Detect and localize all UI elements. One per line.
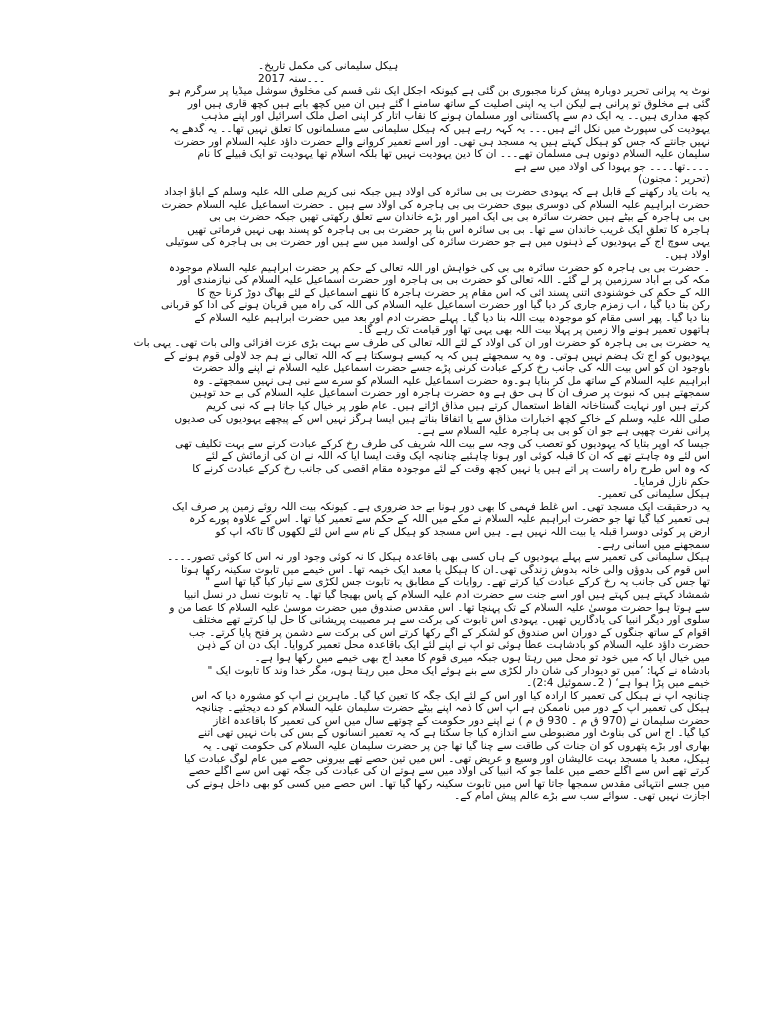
document-line: حضرت ابراہیم علیہ السلام کی دوسری بیوی حضرت بی بی ہاجرہ کی اولاد سے ہیں ۔ حضرت اسماعیل علیہ السلام حضرت: [161, 198, 710, 211]
document-line: نوٹ یہ پرانی تحریر دوبارہ پیش کرنا مجبوری بن گئی ہے کیونکہ آجکل ایک نئی قسم کی مخلوق سوشل میڈیا پر سرگرم ہو: [169, 85, 710, 98]
document-line: میں جسے انتہائی مقدس سمجھا جاتا تھا اس میں تابوت سکینہ رکھا گیا تھا۔ اس حصے میں کسی کو بھی داخل ہونے کی: [186, 777, 710, 790]
document-line: ہاجرہ کا تعلق ایک غریب خاندان سے تھا۔ بی بی سائرہ اس بنا پر حضرت بی بی ہاجرہ کو پسند بھی نہیں فرماتی تھیں: [187, 223, 710, 236]
document-line: سمجھتے ہیں کہ نبوت پر صرف ان کا ہی حق ہے وہ حضرت ہاجرہ اور حضرت اسماعیل علیہ السلام کی بے حد توہین: [189, 387, 710, 400]
document-line: یہ بات یاد رکھنے کے قابل ہے کہ یہودی حضرت بی بی سائرہ کی اولاد ہیں جبکہ نبی کریم صلی اللہ علیہ وسلم کے آباؤ اجداد: [164, 185, 710, 198]
document-line: ہیکل سلیمانی کی تعمیر۔: [596, 488, 710, 501]
document-line: کیا گیا۔ آج اس کی بناوٹ اور مضبوطی سے اندازہ کیا جا سکتا ہے کہ یہ تعمیر انسانوں کے بس کی بات نہیں تھی اتنے: [197, 727, 710, 740]
document-line: شمشاد کہتے ہیں کہتے ہیں اور اسے جنت سے حضرت آدم علیہ السلام کے پاس بھیجا گیا تھا۔ یہ تابوت نسل در نسل انبیا: [183, 588, 710, 601]
document-line: ارض پر کوئی دوسرا قبلہ یا بیت اللہ نہیں ہے۔ ہیں اس مسجد کو ہیکل کے نام سے اس لئے لکھوں گا تاکہ آپ کو: [215, 525, 710, 538]
document-line: پرانی نفرت چھپی ہے جو ان کو بی بی ہاجرہ علیہ السلام سے ہے۔: [416, 425, 710, 438]
document-line: سلوی اور دیگر انبیا کی یادگاریں تھیں۔ یہودی اس تابوت کی برکت سے ہر مصیبت پریشانی کا حل لیا کرتے تھے مختلف: [192, 614, 710, 627]
document-line: یہودیت کی سپورٹ میں نکل آئے ہیں۔۔۔ یہ کہہ رہے ہیں کہ ہیکل سلیمانی سے مسلمانوں کا تعلق نہیں تھا۔۔ یہ گدھے یہ: [169, 122, 710, 135]
document-line: ہاتھوں تعمیر ہونے والا زمین پر پہلا بیت اللہ بھی یہی تھا اور قیامت تک رہے گا۔: [357, 324, 710, 337]
document-line: یہودیوں کو آج تک ہضم نہیں ہوتی۔ وہ یہ سمجھتے ہیں کہ یہ کیسے ہوسکتا ہے کہ اللہ تعالی نے ہم جد لاولی قوم ہونے کے: [163, 349, 710, 362]
document-line: کرتے تھے اس سے اگلے حصے میں علما جو کہ انبیا کی اولاد میں سے ہوتے ان کی عبادت کی جگہ تھی اس سے اگلے حصے: [188, 765, 710, 778]
document-line: سلیمان علیہ السلام دونوں ہی مسلمان تھے۔۔۔ ان کا دین یہودیت نہیں تھا بلکہ اسلام تھا یہودیت تو ایک قبیلے کا نام: [197, 148, 710, 161]
document-line: رکن بنا دیا گیا ، آب زمزم جاری کر دیا گیا اور حضرت اسماعیل علیہ السلام کی اللہ کی راہ میں قربان ہونے کی ادا کو قربانی: [160, 299, 710, 312]
document-line: مکہ کی بے آباد سرزمین پر لے گئے۔ اللہ تعالی کو حضرت بی بی ہاجرہ اور حضرت اسماعیل علیہ السلام کی نیازمندی اور: [177, 274, 710, 287]
document-line: اللہ کے حکم کی خوشنودی اتنی پسند آئی کہ اس مقام پر حضرت ہاجرہ کا ننھے اسماعیل کے لئے بھاگ دوڑ کرنا حج کا: [197, 286, 710, 299]
document-line: یہ حضرت بی بی ہاجرہ کو حضرت اور ان کی اولاد کے لئے اللہ تعالی کی طرف سے بہت بڑی عزت افزائی والی بات تھی۔ یہی بات: [133, 337, 710, 350]
document-line: جیسا کہ اوپر بتایا کہ یہودیوں کو تعصب کی وجہ سے بیت اللہ شریف کی طرف رخ کرکے عبادت کرنے سے بہت تکلیف تھی: [175, 437, 710, 450]
document-line: ہیکل کی تعمیر آپ کے دور میں ناممکن ہے اپ اس کا ذمہ اپنے بیٹے حضرت سلیمان علیہ السلام کو دے دیجئیے۔ چنانچہ: [194, 702, 710, 715]
document-line: بی بی ہاجرہ کے بیٹے ہیں حضرت سائرہ بی بی ایک امیر اور بڑے خاندان سے تعلق رکھتی تھیں جبکہ حضرت بی بی: [209, 211, 710, 224]
document-line: گئی ہے مخلوق تو پرانی ہے لیکن اب یہ اپنی اصلیت کے ساتھ سامنے آ گئے ہیں ان میں کچھ بابے ہیں کچھ قاری ہیں اور: [187, 97, 710, 110]
document-line: حضرت سلیمان نے (970 ق م ۔ 930 ق م ) نے اپنے دور حکومت کے چوتھے سال میں اس کی تعمیر کا باقاعدہ آغاز: [213, 714, 710, 727]
document-line: ہیکل، معبد یا مسجد بہت عالیشان اور وسیع و عریض تھی۔ اس میں تین حصے تھے بیرونی حصے میں عام لوگ عبادت کیا: [183, 752, 710, 765]
document-line: چنانچہ آپ نے ہیکل کی تعمیر کا ارادہ کیا اور اس کے لئے ایک جگہ کا تعین کیا گیا۔ ماہرین نے آپ کو مشورہ دیا کہ اس: [191, 689, 710, 702]
document-line: (تحریر : مجنون): [638, 173, 710, 186]
document-line: بنا دیا گیا۔ پھر اسی مقام کو موجودہ بیت اللہ بنا دیا گیا۔ پہلے حضرت آدم اور بعد میں حضرت ابراہیم علیہ السلام کے: [194, 311, 710, 324]
document-body: [58, 85, 710, 803]
document-line: کہ وہ اس طرح راہ راست پر آتے ہیں یا نہیں کچھ وقت کے لئے موجودہ مقام اقصی کی جانب رخ کرکے عبادت کرنے کا: [192, 463, 710, 475]
document-line: اقوام کے ساتھ جنگوں کے دوران اس صندوق کو لشکر کے آگے رکھا کرتے اس کی برکت سے دشمن پر فتح پایا کرتے۔ جب: [188, 626, 710, 639]
document-line: یہ درحقیقت ایک مسجد تھی۔ اس غلط فہمی کا بھی دور ہونا بے حد ضروری ہے۔ کیونکہ بیت اللہ روئے زمین پر صرف ایک: [172, 500, 710, 513]
document-title: ہیکل سلیمانی کی مکمل تاریخ۔: [258, 60, 399, 72]
document-line: ۔ حضرت بی بی ہاجرہ کو حضرت سائرہ بی بی کی خواہش اور اللہ تعالی کے حکم پر حضرت ابراہیم علیہ السلام موجودہ: [168, 261, 710, 274]
document-line: اس قوم کی بدوؤں والی خانہ بدوش زندگی تھی۔ان کا ہیکل یا معبد ایک خیمہ تھا۔ اس خیمے میں تابوت سکینہ رکھا ہوتا: [180, 563, 710, 576]
document-line: خیمے میں پڑا ہوا ہے‘ ( 2۔سموئیل 2:4)۔: [526, 677, 710, 690]
document-line: اولاد ہیں۔: [664, 248, 710, 261]
document-line: سے ہوتا ہوا حضرت موسیٰ علیہ السلام کے تک پہنچا تھا۔ اس مقدس صندوق میں حضرت موسیٰ علیہ السلام کا عصا من و: [169, 601, 710, 614]
document-line: تھا جس کی جانب یہ رخ کرکے عبادت کیا کرتے تھے۔ روایات کے مطابق یہ تابوت جس لکڑی سے تیار کیا گیا تھا اسے ": [205, 576, 710, 589]
document-line: کچھ مداری ہیں۔۔ یہ ایک دم سے پاکستانی اور مسلمان ہونے کا نقاب اتار کر اپنی اصل ملک اسرائیل اور اپنے مذہب: [201, 110, 710, 123]
document-line: ابراہیم علیہ السلام کے ساتھ مل کر بنایا ہو۔وہ حضرت اسماعیل علیہ السلام کو سرے سے نبی ہی نہیں سمجھتے۔ وہ: [192, 374, 710, 387]
document-line: یہی سوچ آج کے یہودیوں کے ذہنوں میں ہے جو حضرت سائرہ کی اولسد میں سے ہیں اور حضرت بی بی ہاجرہ کی سوتیلی: [165, 236, 710, 249]
document-line: بھاری اور بڑے پتھروں کو ان جنات کی طاقت سے چنا گیا تھا جن پر حضرت سلیمان علیہ السلام کی حکومت تھی۔ یہ: [202, 740, 710, 753]
document-line: صلی اللہ علیہ وسلم کے خاکے کچھ اخبارات مذاق سے یا اتفاقاً بناتے ہیں ایسا ہرگز نہیں اس کے پیچھے یہودیوں کی صدیوں: [174, 412, 710, 425]
document-line: حکم نازل فرمایا۔: [632, 475, 710, 488]
document-line: میں خیال آیا کہ میں خود تو محل میں رہتا ہوں جبکہ میری قوم کا معبد آج بھی خیمے میں رکھا ہوا ہے۔: [254, 651, 710, 664]
document-line: نہیں جانتے کہ جس کو ہیکل کہتے ہیں یہ مسجد ہی تھی۔ اور اسے تعمیر کروانے والے حضرت داؤد علیہ السلام اور حضرت: [174, 135, 710, 148]
document-line: باوجود ان کو اس بیت اللہ کی جانب رخ کرکے عبادت کرنی پڑے جسے حضرت اسماعیل علیہ السلام نے اپنے والد حضرت: [192, 362, 710, 375]
document-line: بادشاہ نے کہا: ’میں تو دیودار کی شان دار لکڑی سے بنے ہوئے ایک محل میں رہتا ہوں، مگر خدا وند کا تابوت ایک ": [207, 664, 710, 677]
document-line: ۔۔۔۔تھا۔۔۔۔ جو یہودا کی اولاد میں سے ہے: [514, 160, 710, 173]
document-date: ۔۔۔سنہ 2017: [258, 72, 326, 85]
document-line: حضرت داؤد علیہ السلام کو بادشاہت عطا ہوئی تو آپ نے اپنے لئے ایک باقاعدہ محل تعمیر کروایا۔ ایک دن ان کے ذہن: [197, 639, 710, 652]
document-line: اجازت نہیں تھی۔ سوائے سب سے بڑے عالم پیش امام کے۔: [454, 790, 710, 803]
document-line: کرتے ہیں اور نہایت گستاخانہ الفاظ استعمال کرتے ہیں مذاق اڑاتے ہیں۔ عام طور پر خیال کیا جاتا ہے کہ نبی کریم: [205, 400, 710, 413]
document-line: اس لئے وہ چاہتے تھے کہ ان کا قبلہ کوئی اور ہونا چاہئیے چنانچہ ایک وقت ایسا آیا کہ اللہ نے ان کی آزمائش کے لئے: [205, 450, 710, 463]
document-line: ہی تعمیر کیا گیا تھا جو حضرت ابراہیم علیہ السلام نے مکے میں اللہ کے حکم سے تعمیر کیا تھا۔ اس کے علاوہ پورے کرہ: [189, 513, 710, 526]
document-line: ہیکل سلیمانی کی تعمیر سے پہلے یہودیوں کے ہاں کسی بھی باقاعدہ ہیکل کا نہ کوئی وجود اور نہ اس کا کوئی تصور۔۔۔۔: [167, 551, 710, 564]
document-line: سمجھنے میں آسانی رہے۔: [596, 538, 710, 551]
